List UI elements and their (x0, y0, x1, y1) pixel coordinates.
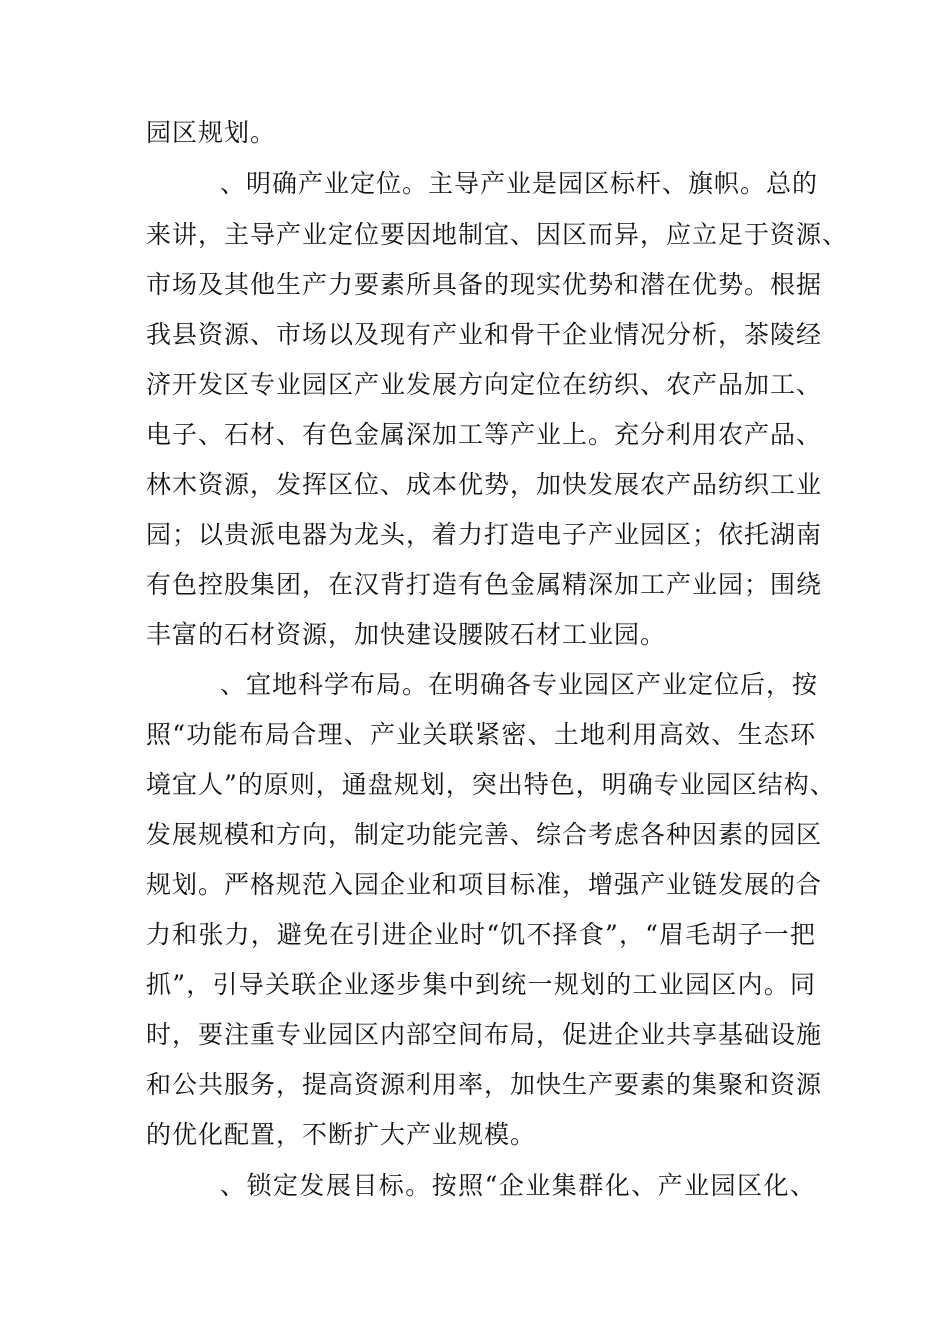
text-line: 园区规划。 (146, 118, 277, 147)
paragraph-heading-line: 、明确产业定位。主导产业是园区标杆、旗帜。总的 (220, 169, 819, 198)
text-line: 林木资源，发挥区位、成本优势，加快发展农产品纺织工业 (146, 470, 823, 499)
text-line: 济开发区专业园区产业发展方向定位在纺织、农产品加工、 (146, 370, 823, 399)
paragraph-heading-line: 、宜地科学布局。在明确各专业园区产业定位后，按 (220, 670, 819, 699)
text-line: 抓”，引导关联企业逐步集中到统一规划的工业园区内。同 (146, 970, 816, 999)
text-line: 照“功能布局合理、产业关联紧密、土地利用高效、生态环 (146, 720, 816, 749)
text-line: 的优化配置，不断扩大产业规模。 (146, 1120, 537, 1149)
text-line: 市场及其他生产力要素所具备的现实优势和潜在优势。根据 (146, 270, 823, 299)
text-line: 电子、石材、有色金属深加工等产业上。充分利用农产品、 (146, 420, 823, 449)
text-line: 力和张力，避免在引进企业时“饥不择食”，“眉毛胡子一把 (146, 920, 816, 949)
text-line: 丰富的石材资源，加快建设腰陂石材工业园。 (146, 620, 667, 649)
text-line: 有色控股集团，在汉背打造有色金属精深加工产业园；围绕 (146, 570, 823, 599)
text-line: 时，要注重专业园区内部空间布局，促进企业共享基础设施 (146, 1020, 823, 1049)
text-line: 境宜人”的原则，通盘规划，突出特色，明确专业园区结构、 (146, 770, 836, 799)
paragraph-heading-line: 、锁定发展目标。按照“企业集群化、产业园区化、 (220, 1171, 816, 1200)
text-line: 规划。严格规范入园企业和项目标准，增强产业链发展的合 (146, 870, 823, 899)
text-line: 来讲，主导产业定位要因地制宜、因区而异，应立足于资源、 (146, 220, 849, 249)
text-line: 和公共服务，提高资源利用率，加快生产要素的集聚和资源 (146, 1070, 823, 1099)
text-line: 发展规模和方向，制定功能完善、综合考虑各种因素的园区 (146, 820, 823, 849)
text-line: 我县资源、市场以及现有产业和骨干企业情况分析，茶陵经 (146, 320, 823, 349)
text-line: 园；以贵派电器为龙头，着力打造电子产业园区；依托湖南 (146, 520, 823, 549)
